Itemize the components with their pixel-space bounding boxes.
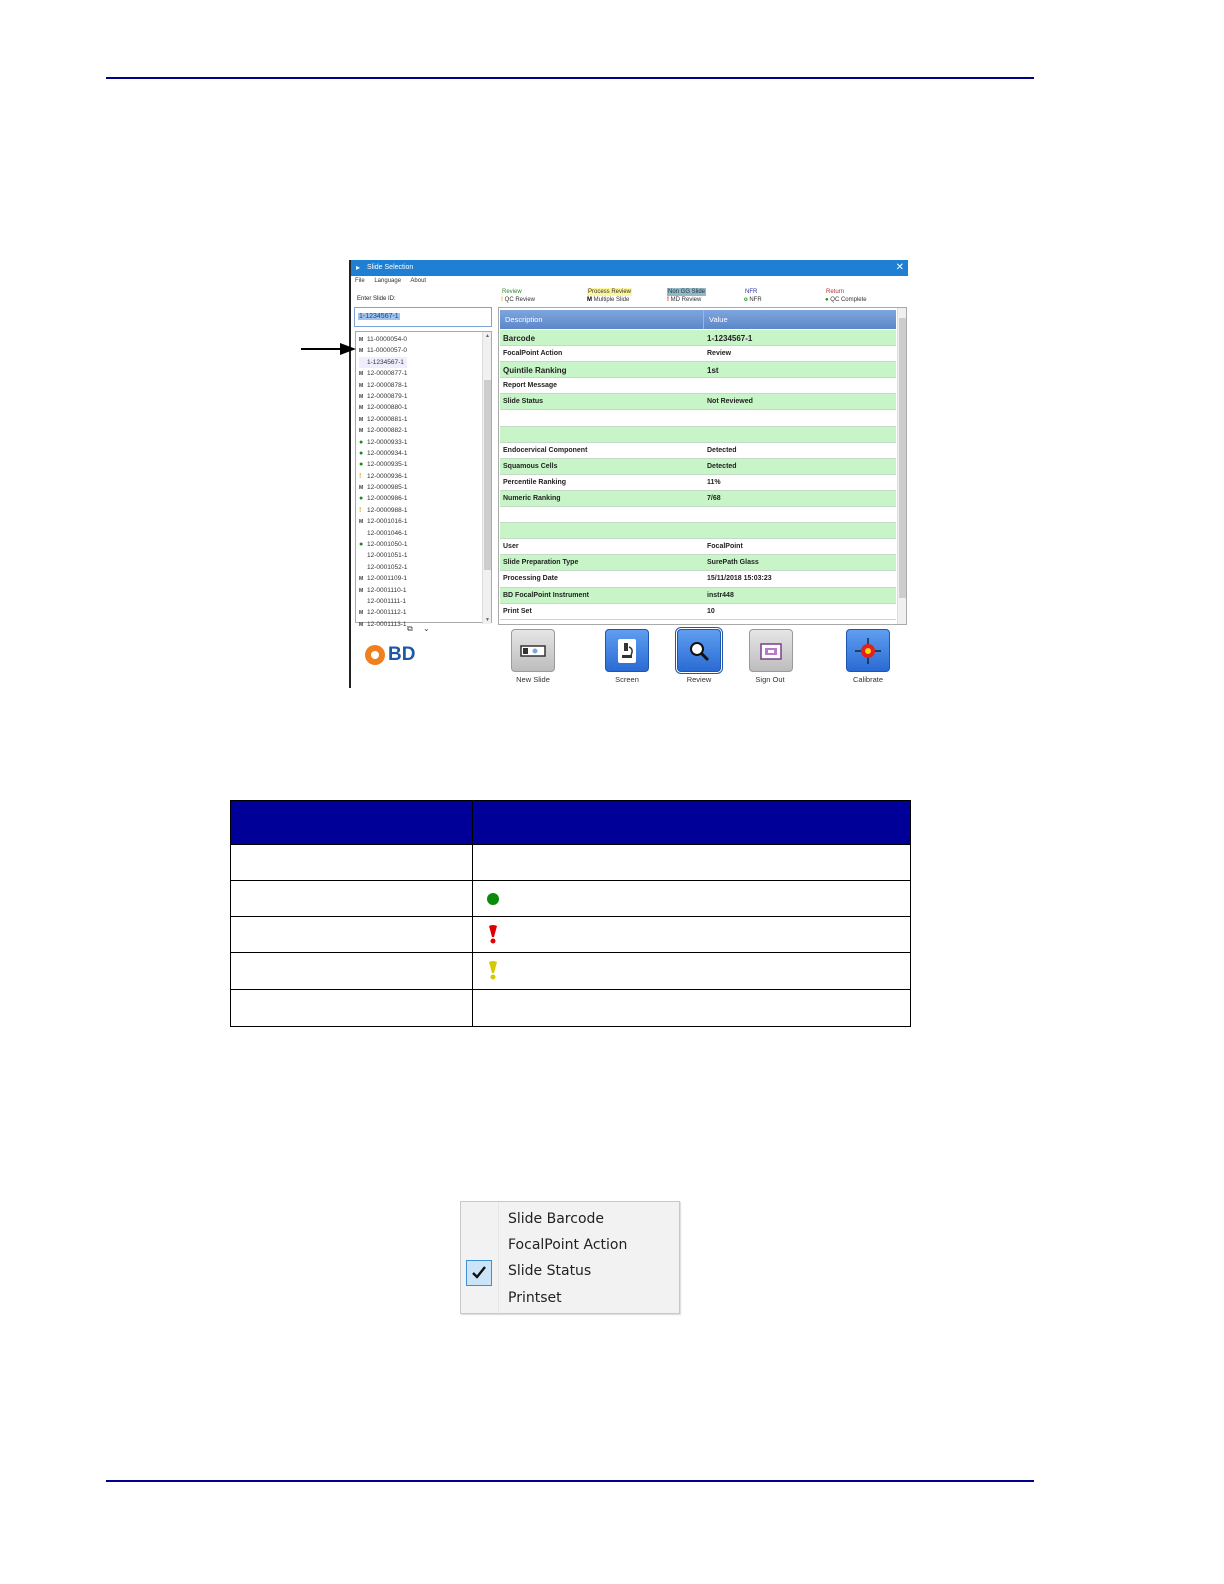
context-menu-item[interactable]: Slide Status — [508, 1263, 592, 1279]
slide-list-item[interactable] — [359, 334, 407, 345]
grid-row[interactable] — [500, 346, 896, 362]
slide-list-item[interactable] — [359, 550, 407, 561]
legend-icon: ! — [501, 297, 505, 303]
slide-id-text: 11-0000057-0 — [367, 347, 407, 355]
legend-icon: ● — [825, 297, 831, 303]
slide-list-item[interactable] — [359, 482, 407, 493]
slide-id-text: 12-0000877-1 — [367, 370, 408, 378]
sign-out-button[interactable] — [749, 629, 793, 672]
multiple-slide-icon: M — [359, 382, 364, 389]
grid-value: 15/11/2018 15:03:23 — [707, 575, 772, 583]
legend-icon: o — [744, 297, 750, 303]
grid-value: Detected — [707, 462, 737, 470]
legend-item — [744, 288, 762, 304]
table-cell — [473, 953, 911, 990]
slide-id-text: 11-0000054-0 — [367, 336, 407, 343]
legend-label — [744, 296, 762, 304]
slide-id-text: 12-0001052-1 — [367, 563, 408, 571]
slide-list-item[interactable] — [359, 528, 407, 539]
magnifier-icon — [687, 639, 711, 663]
slide-id-text: 12-0000936-1 — [367, 472, 408, 480]
multiple-slide-icon: M — [359, 485, 364, 492]
slide-id-value: 1-1234567-1 — [359, 313, 399, 320]
table-cell — [473, 881, 911, 917]
slide-id-label: Enter Slide ID: — [357, 296, 396, 302]
qc-complete-icon: ● — [359, 541, 364, 549]
table-cell — [231, 881, 473, 917]
slide-id-text: 12-0000988-1 — [367, 506, 408, 514]
slide-list-item[interactable] — [359, 539, 407, 550]
table-header-cell — [473, 801, 911, 845]
legend-text: Multiple Slide — [593, 297, 630, 303]
slide-list-item[interactable] — [359, 516, 407, 527]
grid-row[interactable] — [500, 410, 896, 426]
table-row — [231, 881, 911, 917]
grid-row[interactable] — [500, 378, 896, 394]
slide-list-item[interactable] — [359, 471, 407, 482]
table-row — [231, 845, 911, 881]
table-cell — [231, 990, 473, 1027]
legend-header: Return — [826, 289, 845, 295]
legend-header: Review — [502, 289, 522, 295]
slide-id-text: 12-0001112-1 — [367, 609, 407, 617]
table-row — [231, 990, 911, 1027]
grid-value: Review — [707, 350, 732, 358]
qc-complete-icon: ● — [359, 438, 364, 446]
slide-id-text: 12-0001110-1 — [367, 586, 407, 594]
grid-description: Barcode — [503, 334, 536, 343]
qc-complete-icon: ● — [359, 495, 364, 503]
table-row — [231, 953, 911, 990]
slide-id-text: 12-0000878-1 — [367, 381, 408, 389]
sort-icon[interactable]: ⧉ — [407, 624, 413, 633]
grid-row[interactable] — [500, 555, 896, 571]
header-value[interactable]: Value — [709, 315, 728, 324]
multiple-slide-icon: M — [359, 393, 364, 400]
slide-id-text: 12-0000935-1 — [367, 461, 408, 469]
grid-row[interactable] — [500, 571, 896, 587]
legend-label — [501, 296, 535, 304]
calibrate-button[interactable] — [846, 629, 890, 672]
qc-review-icon: ! — [359, 472, 362, 480]
legend-label — [667, 296, 706, 304]
slide-icon — [520, 645, 546, 657]
slide-list-item[interactable] — [359, 345, 407, 356]
menu-about[interactable]: About — [410, 278, 427, 284]
slide-id-text: 12-0000880-1 — [367, 404, 408, 412]
slide-id-text: 12-0000879-1 — [367, 392, 408, 400]
legend-text: QC Complete — [830, 297, 867, 303]
slide-id-text: 12-0000934-1 — [367, 449, 408, 457]
grid-description: Slide Status — [503, 398, 544, 406]
multiple-slide-icon: M — [359, 428, 364, 435]
bd-wordmark: BD — [388, 644, 416, 665]
table-cell — [473, 917, 911, 953]
slide-details-grid — [498, 307, 907, 625]
grid-row[interactable] — [500, 362, 896, 378]
calibrate-label: Calibrate — [852, 675, 883, 684]
microscope-icon — [615, 637, 639, 665]
legend-item — [825, 288, 867, 304]
legend-header: Non GG Slide — [668, 289, 706, 295]
table-row — [231, 917, 911, 953]
menu-gutter — [461, 1202, 499, 1313]
grid-description: Report Message — [503, 382, 558, 390]
context-menu-item[interactable]: Slide Barcode — [508, 1211, 605, 1227]
legend-text: NFR — [749, 297, 762, 303]
multiple-slide-icon: M — [359, 416, 364, 423]
new-slide-button[interactable] — [511, 629, 555, 672]
grid-value: 1st — [707, 366, 719, 376]
grid-row[interactable] — [500, 604, 896, 620]
bd-sun-icon — [365, 645, 385, 665]
slide-id-text: 12-0001016-1 — [367, 518, 408, 526]
multiple-slide-icon: M — [359, 348, 364, 355]
yellow-exclamation-icon — [486, 960, 502, 982]
column-context-menu — [460, 1201, 680, 1314]
legend-item — [667, 288, 706, 304]
table-cell — [473, 990, 911, 1027]
multiple-slide-icon: M — [359, 621, 364, 628]
grid-description: Squamous Cells — [503, 462, 558, 470]
grid-row[interactable] — [500, 539, 896, 555]
table-cell — [473, 845, 911, 881]
header-rule — [106, 77, 1034, 79]
review-button[interactable] — [677, 629, 721, 672]
qc-review-icon: ! — [359, 506, 362, 514]
slide-id-input[interactable] — [354, 307, 492, 327]
slide-list-item[interactable] — [359, 505, 407, 516]
slide-id-text: 12-0000882-1 — [367, 427, 408, 435]
window-title: Slide Selection — [367, 264, 414, 271]
grid-row[interactable] — [500, 443, 896, 459]
slide-list-item[interactable] — [359, 357, 407, 368]
header-divider — [703, 310, 704, 329]
grid-description: Percentile Ranking — [503, 478, 567, 486]
title-bar — [351, 260, 908, 276]
multiple-slide-icon: M — [359, 371, 364, 378]
grid-description: Processing Date — [503, 575, 558, 583]
legend-item — [501, 288, 535, 304]
multiple-slide-icon: M — [359, 576, 364, 583]
slide-list-scrollbar[interactable] — [482, 332, 491, 624]
slide-id-text: 12-0000986-1 — [367, 495, 408, 503]
slide-list-item[interactable] — [359, 414, 407, 425]
callout-arrow-icon — [340, 343, 356, 355]
table-header-row — [231, 801, 911, 845]
slide-list-item[interactable] — [359, 448, 407, 459]
slide-list-item[interactable] — [359, 607, 407, 618]
sign-out-icon — [759, 641, 783, 661]
legend-label — [587, 296, 632, 304]
footer-rule — [106, 1480, 1034, 1482]
scroll-thumb[interactable] — [484, 380, 491, 570]
table-cell — [231, 917, 473, 953]
slide-selection-window — [349, 260, 908, 688]
slide-id-text: 12-0000881-1 — [367, 415, 408, 423]
header-description[interactable]: Description — [505, 315, 543, 324]
table-cell — [231, 953, 473, 990]
legend-text: MD Review — [670, 297, 702, 303]
slide-list[interactable] — [355, 331, 492, 628]
grid-description: BD FocalPoint Instrument — [503, 591, 589, 599]
screen-button[interactable] — [605, 629, 649, 672]
grid-row[interactable] — [500, 459, 896, 475]
grid-header — [500, 310, 896, 329]
legend-icon: ! — [667, 297, 671, 303]
multiple-slide-icon: M — [359, 587, 364, 594]
multiple-slide-icon: M — [359, 405, 364, 412]
grid-value: 1-1234567-1 — [707, 334, 753, 343]
slide-list-item[interactable] — [359, 380, 407, 391]
grid-value: Detected — [707, 446, 737, 454]
grid-value: 7/68 — [707, 494, 721, 502]
slide-list-item[interactable] — [359, 619, 407, 630]
grid-row[interactable] — [500, 475, 896, 491]
slide-list-item[interactable] — [359, 437, 407, 448]
slide-id-text: 12-0001046-1 — [367, 529, 408, 537]
grid-description: Numeric Ranking — [503, 494, 561, 502]
grid-row[interactable] — [500, 330, 896, 346]
status-icon-table — [230, 800, 911, 1027]
grid-description: User — [503, 543, 519, 551]
multiple-slide-icon: M — [359, 337, 364, 343]
grid-value: Not Reviewed — [707, 398, 753, 406]
grid-value: instr448 — [707, 591, 734, 599]
slide-id-text: 12-0001111-1 — [367, 597, 407, 605]
slide-list-item[interactable] — [359, 402, 407, 413]
context-menu-item[interactable]: Printset — [508, 1290, 562, 1306]
slide-id-text: 1-1234567-1 — [367, 358, 404, 366]
slide-list-item[interactable] — [359, 368, 407, 379]
legend-text: QC Review — [504, 297, 536, 303]
grid-row[interactable] — [500, 588, 896, 604]
scroll-down-icon[interactable]: ▼ — [485, 617, 490, 623]
grid-description: Endocervical Component — [503, 446, 588, 454]
slide-id-text: 12-0000933-1 — [367, 438, 408, 446]
legend-item — [587, 288, 632, 304]
slide-list-item[interactable] — [359, 562, 407, 573]
grid-description: Quintile Ranking — [503, 366, 567, 376]
grid-row[interactable] — [500, 523, 896, 539]
scroll-up-icon[interactable]: ▲ — [485, 333, 490, 339]
grid-description: FocalPoint Action — [503, 350, 563, 358]
multiple-slide-icon: M — [359, 519, 364, 526]
grid-description: Slide Preparation Type — [503, 559, 579, 567]
green-dot-icon — [486, 888, 502, 910]
close-icon[interactable]: ✕ — [895, 262, 904, 273]
slide-list-item[interactable] — [359, 493, 407, 504]
slide-id-text: 12-0001050-1 — [367, 541, 408, 549]
app-icon: ▸ — [356, 263, 361, 272]
grid-row[interactable] — [500, 394, 896, 410]
grid-scrollbar[interactable] — [897, 308, 906, 624]
slide-list-item[interactable] — [359, 391, 407, 402]
legend-label — [825, 296, 867, 304]
grid-description: Print Set — [503, 607, 532, 615]
slide-list-item[interactable] — [359, 585, 407, 596]
table-cell — [231, 845, 473, 881]
slide-list-item[interactable] — [359, 573, 407, 584]
sign-out-label: Sign Out — [755, 675, 785, 684]
review-label: Review — [686, 675, 712, 684]
grid-value: 11% — [707, 478, 721, 486]
calibrate-icon — [854, 637, 882, 665]
grid-row[interactable] — [500, 491, 896, 507]
slide-list-item[interactable] — [359, 425, 407, 436]
menu-language[interactable]: Language — [374, 278, 402, 284]
grid-row[interactable] — [500, 427, 896, 443]
table-header-cell — [231, 801, 473, 845]
grid-scroll-thumb[interactable] — [899, 318, 906, 598]
list-sort-controls — [407, 624, 430, 634]
qc-complete-icon: ● — [359, 449, 364, 457]
chevron-down-icon[interactable]: ⌄ — [422, 624, 430, 633]
screen-label: Screen — [615, 675, 639, 684]
slide-list-item[interactable] — [359, 459, 407, 470]
slide-id-text: 12-0001051-1 — [367, 552, 408, 560]
context-menu-item[interactable]: FocalPoint Action — [508, 1237, 628, 1253]
menu-file[interactable]: File — [355, 278, 365, 284]
grid-row[interactable] — [500, 507, 896, 523]
slide-id-text: 12-0000985-1 — [367, 484, 408, 492]
legend-header: NFR — [745, 289, 758, 295]
grid-value: SurePath Glass — [707, 559, 759, 567]
checkmark-icon — [466, 1260, 492, 1286]
new-slide-label: New Slide — [516, 675, 550, 684]
red-exclamation-icon — [486, 924, 502, 946]
slide-id-text: 12-0001109-1 — [367, 575, 407, 583]
grid-value: 10 — [707, 607, 715, 615]
multiple-slide-icon: M — [359, 610, 364, 617]
qc-complete-icon: ● — [359, 461, 364, 469]
legend-header: Process Review — [588, 289, 632, 295]
slide-id-text: 12-0001113-1 — [367, 620, 407, 628]
menu-bar — [355, 278, 434, 284]
slide-list-item[interactable] — [359, 596, 407, 607]
window-edge — [349, 260, 351, 688]
legend-icon: M — [587, 297, 594, 303]
grid-value: FocalPoint — [707, 543, 743, 551]
